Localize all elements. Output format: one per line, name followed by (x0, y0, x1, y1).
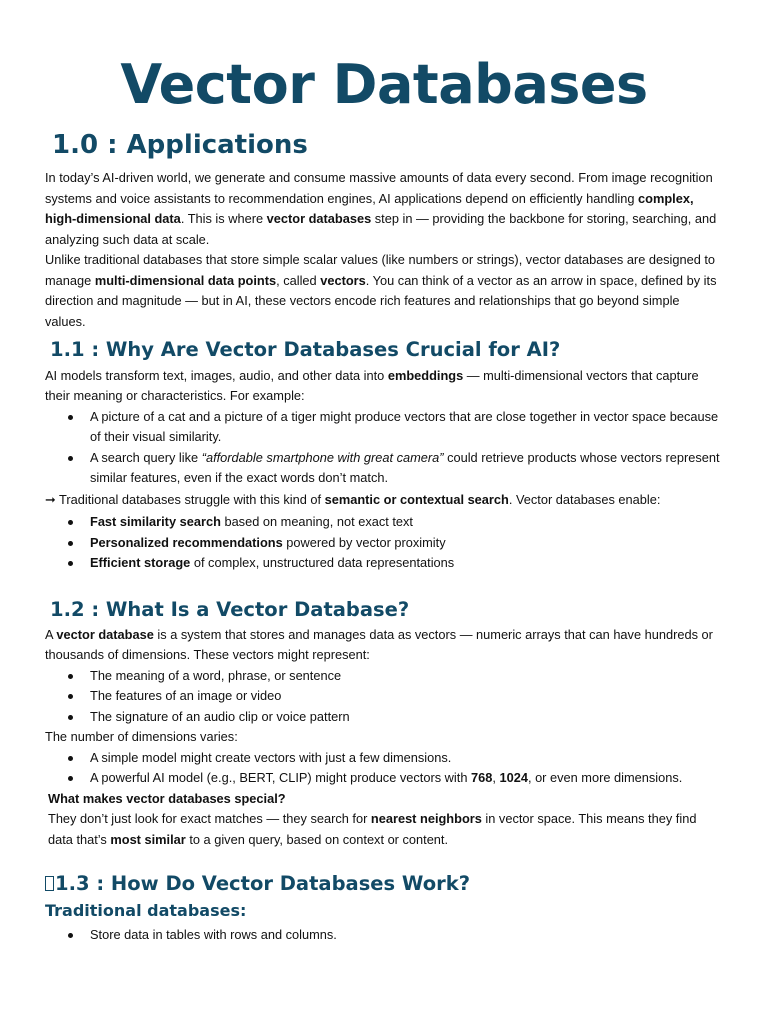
section-heading-why-crucial: 1.1 : Why Are Vector Databases Crucial for AI? (50, 338, 561, 362)
text-run: The meaning of a word, phrase, or sentence (90, 667, 342, 683)
text-run: is a system that stores and manages data as vectors — numeric arrays that can have hundreds or thousands of dimensions. These vectors might represent: (45, 626, 713, 663)
text-run: . Vector databases enable: (508, 491, 661, 507)
traditional-list (45, 925, 723, 946)
list-item (45, 512, 723, 533)
text-run: — multi-dimensional vectors that capture their meaning or characteristics. For example: (45, 367, 699, 404)
text-run: A (45, 626, 57, 642)
paragraph (45, 250, 723, 332)
list-item (45, 707, 723, 728)
list-item (45, 407, 723, 448)
section-heading-what-is: 1.2 : What Is a Vector Database? (50, 597, 410, 621)
list-item (45, 686, 723, 707)
list-item (45, 748, 723, 769)
text-run: They don’t just look for exact matches — they search for (48, 811, 371, 827)
bold-text: vector databases (266, 211, 372, 227)
text-run: A picture of a cat and a picture of a tiger might produce vectors that are close together in vector space because of their visual similarity. (90, 408, 719, 445)
text-run: The signature of an audio clip or voice pattern (90, 708, 350, 724)
paragraph (45, 727, 723, 748)
text-run: A powerful AI model (e.g., BERT, CLIP) might produce vectors with (90, 770, 471, 786)
subheading-traditional: Traditional databases: (45, 900, 247, 920)
paragraph (45, 168, 723, 250)
text-run: The features of an image or video (90, 688, 282, 704)
list-item (45, 448, 723, 489)
paragraph (45, 625, 723, 666)
text-run: A simple model might create vectors with just a few dimensions. (90, 749, 452, 765)
bold-text: vectors (320, 272, 366, 288)
text-run: , called (276, 272, 321, 288)
section-what-is (45, 598, 723, 851)
bold-text: 1024 (499, 770, 528, 786)
section-why-crucial (45, 338, 723, 573)
arrow-icon: ➞ (45, 492, 56, 508)
arrow-paragraph (45, 490, 723, 512)
text-run: based on meaning, not exact text (220, 514, 413, 530)
section-heading-how-work (45, 872, 723, 895)
example-list (45, 407, 723, 489)
bold-text: semantic or contextual search (324, 491, 509, 507)
bold-text: embeddings (387, 367, 464, 383)
italic-text: “affordable smartphone with great camera” (201, 449, 444, 465)
text-run: powered by vector proximity (282, 534, 446, 550)
text-run: could retrieve products whose vectors represent similar features, even if the exact words don’t match. (90, 449, 720, 486)
section-heading-applications: 1.0 : Applications (52, 130, 308, 160)
list-item (45, 666, 723, 687)
text-run: Unlike traditional databases that store simple scalar values (like numbers or strings), vector databases are designed to manage (45, 252, 716, 288)
text-run: step in — providing the backbone for storing, searching, and analyzing such data at scale. (45, 211, 717, 247)
missing-glyph-icon (45, 876, 54, 891)
list-item (45, 553, 723, 574)
text-run: , or even more dimensions. (527, 770, 683, 786)
list-item (45, 533, 723, 554)
text-run: to a given query, based on context or content. (185, 831, 449, 847)
represents-list (45, 666, 723, 728)
text-run: A search query like (90, 449, 202, 465)
paragraph (45, 366, 723, 407)
list-item (45, 925, 723, 946)
bold-text: vector database (56, 626, 154, 642)
bold-text: Efficient storage (90, 555, 191, 571)
text-run: In today’s AI-driven world, we generate and consume massive amounts of data every second. From image recognition systems and voice assistants to recommendation engines, AI applications depend on efficiently handling (45, 170, 713, 206)
bold-text: Fast similarity search (90, 514, 221, 530)
text-run: AI models transform text, images, audio, and other data into (45, 367, 388, 383)
section-how-work (45, 872, 723, 945)
text-run: of complex, unstructured data representations (190, 555, 455, 571)
section-heading-how-work-text: 1.3 : How Do Vector Databases Work? (55, 872, 471, 896)
text-run: . This is where (180, 211, 267, 227)
bold-text: nearest neighbors (370, 811, 482, 827)
bold-text: What makes vector databases special? (48, 790, 286, 806)
capability-list (45, 512, 723, 574)
dimensions-list (45, 748, 723, 789)
section-applications (45, 130, 723, 332)
text-run: . You can think of a vector as an arrow in space, defined by its direction and magnitude — but in AI, these vectors encode rich features and relationships that go beyond simple values. (45, 272, 717, 329)
bold-text: Personalized recommendations (90, 534, 283, 550)
text-run: Store data in tables with rows and columns. (90, 926, 337, 942)
text-run: in vector space. This means they find data that’s (48, 811, 697, 847)
bold-text: complex, high-dimensional data (45, 190, 694, 227)
bold-text: most similar (110, 831, 186, 847)
text-run: The number of dimensions varies: (45, 729, 238, 745)
paragraph (45, 809, 723, 850)
text-run: Traditional databases struggle with this kind of (55, 491, 325, 507)
bold-text: 768 (471, 770, 493, 786)
special-question (45, 789, 723, 810)
text-run: , (492, 770, 500, 786)
list-item (45, 768, 723, 789)
document-title: Vector Databases (120, 53, 648, 116)
bold-text: multi-dimensional data points (94, 272, 277, 288)
